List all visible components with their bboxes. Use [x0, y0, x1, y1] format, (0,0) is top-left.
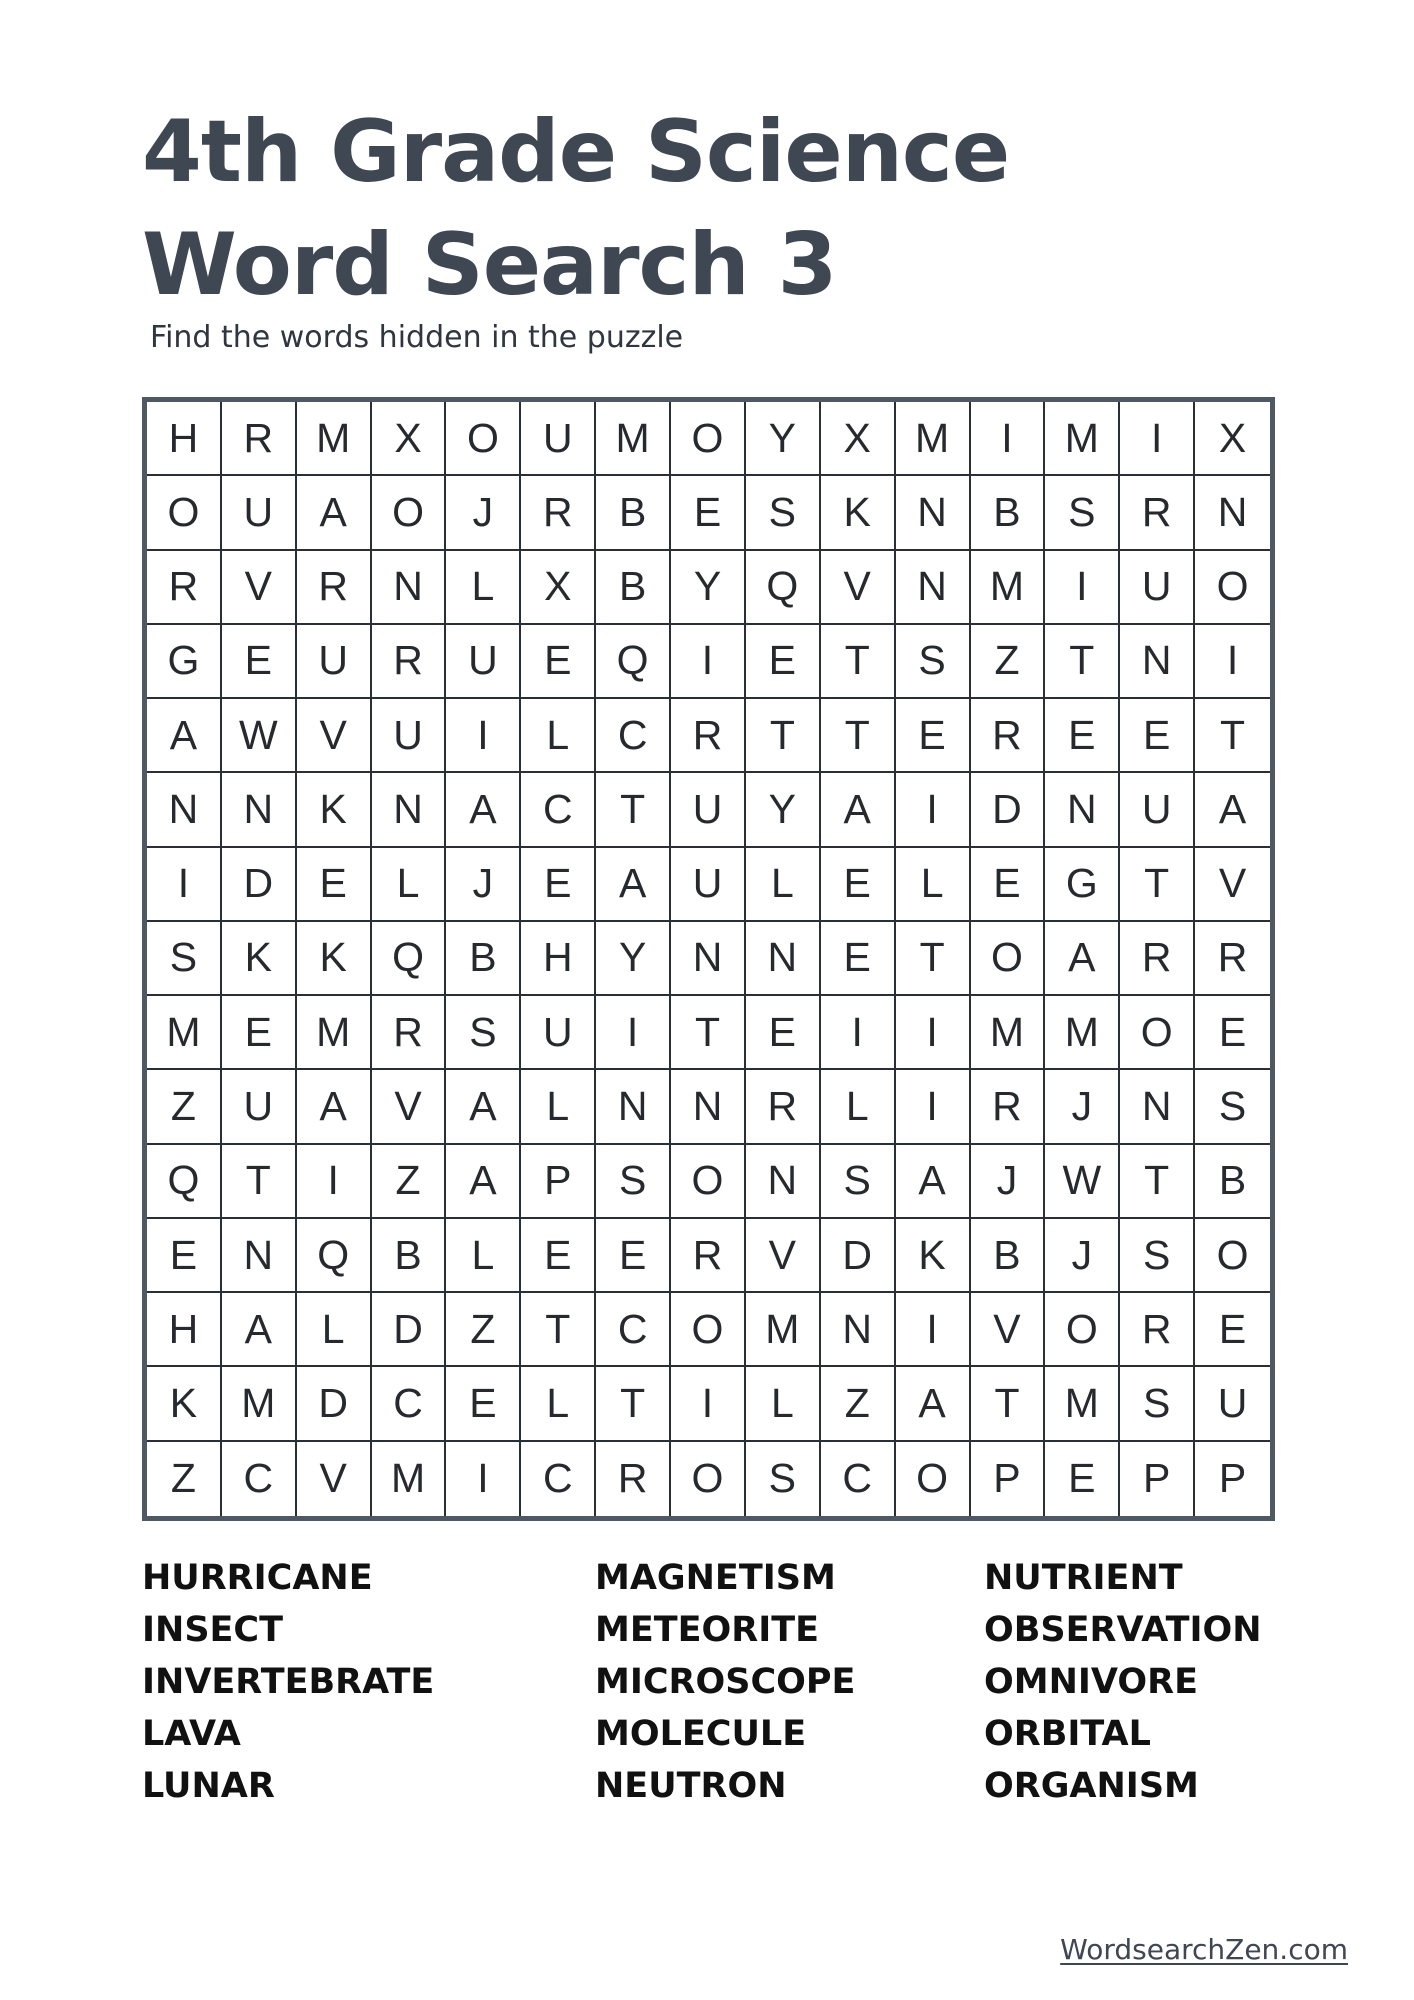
grid-cell[interactable]: L [521, 1070, 596, 1144]
grid-cell[interactable]: X [1195, 402, 1270, 476]
grid-cell[interactable]: O [671, 1293, 746, 1367]
grid-cell[interactable]: E [746, 996, 821, 1070]
grid-cell[interactable]: C [521, 1442, 596, 1516]
grid-cell[interactable]: R [746, 1070, 821, 1144]
grid-cell[interactable]: S [746, 476, 821, 550]
grid-cell[interactable]: V [297, 699, 372, 773]
grid-cell[interactable]: M [971, 551, 1046, 625]
grid-cell[interactable]: I [971, 402, 1046, 476]
grid-cell[interactable]: G [147, 625, 222, 699]
grid-cell[interactable]: N [147, 773, 222, 847]
grid-cell[interactable]: A [1045, 922, 1120, 996]
grid-cell[interactable]: Z [147, 1442, 222, 1516]
grid-cell[interactable]: Y [746, 402, 821, 476]
word-list-item: LUNAR [142, 1766, 275, 1806]
grid-cell[interactable]: R [297, 551, 372, 625]
grid-cell[interactable]: D [821, 1219, 896, 1293]
grid-cell[interactable]: Q [147, 1145, 222, 1219]
grid-cell[interactable]: M [746, 1293, 821, 1367]
word-list-item: INVERTEBRATE [142, 1662, 435, 1702]
grid-cell[interactable]: N [896, 551, 971, 625]
grid-cell[interactable]: O [671, 402, 746, 476]
grid-cell[interactable]: G [1045, 848, 1120, 922]
grid-cell[interactable]: K [222, 922, 297, 996]
grid-cell[interactable]: U [446, 625, 521, 699]
grid-cell[interactable]: C [596, 1293, 671, 1367]
grid-cell[interactable]: L [521, 699, 596, 773]
title-line-2: Word Search 3 [142, 215, 837, 315]
word-list-item: METEORITE [595, 1610, 820, 1650]
grid-cell[interactable]: E [1045, 1442, 1120, 1516]
grid-cell[interactable]: E [821, 922, 896, 996]
grid-cell[interactable]: H [521, 922, 596, 996]
grid-cell[interactable]: N [671, 922, 746, 996]
grid-cell[interactable]: P [971, 1442, 1046, 1516]
grid-cell[interactable]: A [1195, 773, 1270, 847]
grid-cell[interactable]: A [896, 1145, 971, 1219]
grid-cell[interactable]: M [222, 1367, 297, 1441]
grid-cell[interactable]: Z [971, 625, 1046, 699]
grid-cell[interactable]: J [1045, 1219, 1120, 1293]
grid-cell[interactable]: B [971, 476, 1046, 550]
grid-cell[interactable]: T [896, 922, 971, 996]
grid-cell[interactable]: E [222, 996, 297, 1070]
grid-cell[interactable]: T [1195, 699, 1270, 773]
grid-cell[interactable]: N [1120, 625, 1195, 699]
grid-cell[interactable]: J [971, 1145, 1046, 1219]
grid-cell[interactable]: I [1045, 551, 1120, 625]
grid-cell[interactable]: E [746, 625, 821, 699]
grid-cell[interactable]: A [222, 1293, 297, 1367]
grid-cell[interactable]: T [596, 1367, 671, 1441]
grid-cell[interactable]: D [222, 848, 297, 922]
title-line-1: 4th Grade Science [142, 102, 1010, 202]
grid-cell[interactable]: U [671, 773, 746, 847]
grid-cell[interactable]: N [671, 1070, 746, 1144]
word-list-item: LAVA [142, 1714, 241, 1754]
word-list-item: OBSERVATION [984, 1610, 1262, 1650]
grid-cell[interactable]: U [222, 476, 297, 550]
grid-cell[interactable]: U [372, 699, 447, 773]
puzzle-grid-frame [142, 397, 1275, 1521]
grid-cell[interactable]: R [372, 996, 447, 1070]
grid-cell[interactable]: N [372, 551, 447, 625]
grid-cell[interactable]: N [821, 1293, 896, 1367]
grid-cell[interactable]: L [372, 848, 447, 922]
grid-cell[interactable]: Z [821, 1367, 896, 1441]
word-list-item: MOLECULE [595, 1714, 807, 1754]
grid-cell[interactable]: O [1120, 996, 1195, 1070]
grid-cell[interactable]: I [1195, 625, 1270, 699]
instructions: Find the words hidden in the puzzle [150, 320, 684, 355]
grid-cell[interactable]: E [147, 1219, 222, 1293]
grid-cell[interactable]: M [147, 996, 222, 1070]
grid-cell[interactable]: E [222, 625, 297, 699]
grid-cell[interactable]: Z [372, 1145, 447, 1219]
grid-cell[interactable]: A [297, 1070, 372, 1144]
grid-cell[interactable]: H [147, 1293, 222, 1367]
word-list-item: OMNIVORE [984, 1662, 1198, 1702]
grid-cell[interactable]: E [521, 848, 596, 922]
grid-cell[interactable]: L [896, 848, 971, 922]
grid-cell[interactable]: J [446, 476, 521, 550]
grid-cell[interactable]: T [521, 1293, 596, 1367]
grid-cell[interactable]: S [746, 1442, 821, 1516]
grid-cell[interactable]: O [372, 476, 447, 550]
grid-cell[interactable]: A [446, 773, 521, 847]
grid-cell[interactable]: H [147, 402, 222, 476]
grid-cell[interactable]: A [446, 1145, 521, 1219]
grid-cell[interactable]: D [372, 1293, 447, 1367]
footer-site-link[interactable]: WordsearchZen.com [1060, 1933, 1348, 1966]
grid-cell[interactable]: U [297, 625, 372, 699]
word-list-item: MICROSCOPE [595, 1662, 856, 1702]
grid-cell[interactable]: S [1045, 476, 1120, 550]
grid-cell[interactable]: E [971, 848, 1046, 922]
grid-cell[interactable]: T [1120, 848, 1195, 922]
grid-cell[interactable]: I [896, 996, 971, 1070]
grid-cell[interactable]: E [446, 1367, 521, 1441]
grid-cell[interactable]: N [746, 1145, 821, 1219]
grid-cell[interactable]: O [1045, 1293, 1120, 1367]
grid-cell[interactable]: I [896, 773, 971, 847]
grid-cell[interactable]: K [821, 476, 896, 550]
grid-cell[interactable]: P [1120, 1442, 1195, 1516]
grid-cell[interactable]: E [1195, 996, 1270, 1070]
grid-cell[interactable]: W [222, 699, 297, 773]
grid-cell[interactable]: O [896, 1442, 971, 1516]
grid-cell[interactable]: K [147, 1367, 222, 1441]
grid-cell[interactable]: X [372, 402, 447, 476]
grid-cell[interactable]: N [596, 1070, 671, 1144]
word-list-item: INSECT [142, 1610, 283, 1650]
grid-cell[interactable]: Z [147, 1070, 222, 1144]
grid-cell[interactable]: L [746, 1367, 821, 1441]
grid-cell[interactable]: U [521, 996, 596, 1070]
word-list-item: MAGNETISM [595, 1558, 836, 1598]
grid-cell[interactable]: B [596, 551, 671, 625]
grid-cell[interactable]: M [372, 1442, 447, 1516]
grid-cell[interactable]: U [1120, 773, 1195, 847]
grid-cell[interactable]: U [671, 848, 746, 922]
grid-cell[interactable]: N [1045, 773, 1120, 847]
grid-cell[interactable]: L [746, 848, 821, 922]
grid-cell[interactable]: T [596, 773, 671, 847]
grid-cell[interactable]: E [596, 1219, 671, 1293]
grid-cell[interactable]: R [971, 1070, 1046, 1144]
grid-cell[interactable]: M [1045, 402, 1120, 476]
grid-cell[interactable]: L [297, 1293, 372, 1367]
grid-cell[interactable]: T [746, 699, 821, 773]
grid-cell[interactable]: I [671, 625, 746, 699]
grid-cell[interactable]: M [596, 402, 671, 476]
grid-cell[interactable]: R [1120, 476, 1195, 550]
grid-cell[interactable]: P [521, 1145, 596, 1219]
grid-cell[interactable]: M [297, 996, 372, 1070]
grid-cell[interactable]: U [1195, 1367, 1270, 1441]
grid-cell[interactable]: J [446, 848, 521, 922]
grid-cell[interactable]: M [1045, 1367, 1120, 1441]
grid-cell[interactable]: M [896, 402, 971, 476]
grid-cell[interactable]: X [821, 402, 896, 476]
grid-cell[interactable]: A [297, 476, 372, 550]
grid-cell[interactable]: X [521, 551, 596, 625]
grid-cell[interactable]: E [896, 699, 971, 773]
grid-cell[interactable]: O [1195, 1219, 1270, 1293]
grid-cell[interactable]: E [521, 1219, 596, 1293]
grid-cell[interactable]: E [521, 625, 596, 699]
grid-cell[interactable]: S [446, 996, 521, 1070]
grid-cell[interactable]: K [297, 773, 372, 847]
grid-cell[interactable]: L [446, 1219, 521, 1293]
page-title [142, 96, 1009, 322]
grid-cell[interactable]: B [971, 1219, 1046, 1293]
grid-cell[interactable]: I [446, 1442, 521, 1516]
grid-cell[interactable]: A [896, 1367, 971, 1441]
grid-cell[interactable]: C [821, 1442, 896, 1516]
grid-cell[interactable]: R [222, 402, 297, 476]
grid-cell[interactable]: I [671, 1367, 746, 1441]
grid-cell[interactable]: E [1195, 1293, 1270, 1367]
grid-cell[interactable]: Q [746, 551, 821, 625]
grid-cell[interactable]: S [147, 922, 222, 996]
grid-cell[interactable]: A [821, 773, 896, 847]
grid-cell[interactable]: T [821, 625, 896, 699]
grid-cell[interactable]: O [671, 1145, 746, 1219]
grid-cell[interactable]: R [1195, 922, 1270, 996]
grid-cell[interactable]: N [896, 476, 971, 550]
grid-cell[interactable]: J [1045, 1070, 1120, 1144]
grid-cell[interactable]: S [821, 1145, 896, 1219]
grid-cell[interactable]: U [521, 402, 596, 476]
letter-grid [147, 402, 1270, 1516]
grid-cell[interactable]: Y [746, 773, 821, 847]
grid-cell[interactable]: L [446, 551, 521, 625]
grid-cell[interactable]: T [971, 1367, 1046, 1441]
grid-cell[interactable]: T [821, 699, 896, 773]
grid-cell[interactable]: K [297, 922, 372, 996]
grid-cell[interactable]: I [896, 1293, 971, 1367]
grid-cell[interactable]: C [372, 1367, 447, 1441]
grid-cell[interactable]: V [746, 1219, 821, 1293]
grid-cell[interactable]: C [596, 699, 671, 773]
grid-cell[interactable]: O [446, 402, 521, 476]
grid-cell[interactable]: E [821, 848, 896, 922]
grid-cell[interactable]: Y [596, 922, 671, 996]
grid-cell[interactable]: T [1120, 1145, 1195, 1219]
word-list-item: ORBITAL [984, 1714, 1151, 1754]
grid-cell[interactable]: R [372, 625, 447, 699]
grid-cell[interactable]: A [147, 699, 222, 773]
grid-cell[interactable]: V [821, 551, 896, 625]
grid-cell[interactable]: N [1120, 1070, 1195, 1144]
grid-cell[interactable]: A [596, 848, 671, 922]
grid-cell[interactable]: I [147, 848, 222, 922]
grid-cell[interactable]: V [297, 1442, 372, 1516]
grid-cell[interactable]: R [521, 476, 596, 550]
grid-cell[interactable]: T [222, 1145, 297, 1219]
grid-cell[interactable]: Y [671, 551, 746, 625]
grid-cell[interactable]: E [297, 848, 372, 922]
grid-cell[interactable]: N [222, 1219, 297, 1293]
word-list-item: HURRICANE [142, 1558, 373, 1598]
grid-cell[interactable]: R [596, 1442, 671, 1516]
grid-cell[interactable]: R [1120, 1293, 1195, 1367]
grid-cell[interactable]: V [222, 551, 297, 625]
grid-cell[interactable]: B [446, 922, 521, 996]
grid-cell[interactable]: C [521, 773, 596, 847]
grid-cell[interactable]: V [971, 1293, 1046, 1367]
grid-cell[interactable]: I [1120, 402, 1195, 476]
grid-cell[interactable]: M [971, 996, 1046, 1070]
grid-cell[interactable]: D [971, 773, 1046, 847]
grid-cell[interactable]: S [896, 625, 971, 699]
grid-cell[interactable]: N [1195, 476, 1270, 550]
grid-cell[interactable]: U [222, 1070, 297, 1144]
grid-cell[interactable]: S [1120, 1367, 1195, 1441]
grid-cell[interactable]: W [1045, 1145, 1120, 1219]
grid-cell[interactable]: M [297, 402, 372, 476]
grid-cell[interactable]: N [222, 773, 297, 847]
grid-cell[interactable]: Q [596, 625, 671, 699]
grid-cell[interactable]: Q [297, 1219, 372, 1293]
grid-cell[interactable]: I [297, 1145, 372, 1219]
grid-cell[interactable]: U [1120, 551, 1195, 625]
grid-cell[interactable]: K [896, 1219, 971, 1293]
grid-cell[interactable]: V [1195, 848, 1270, 922]
grid-cell[interactable]: B [596, 476, 671, 550]
grid-cell[interactable]: M [1045, 996, 1120, 1070]
grid-cell[interactable]: P [1218, 1455, 1247, 1502]
grid-cell[interactable]: I [446, 699, 521, 773]
grid-cell[interactable]: R [671, 1219, 746, 1293]
grid-cell[interactable]: A [446, 1070, 521, 1144]
grid-cell[interactable]: D [297, 1367, 372, 1441]
grid-cell[interactable]: L [821, 1070, 896, 1144]
grid-cell[interactable]: N [372, 773, 447, 847]
grid-cell[interactable]: R [147, 551, 222, 625]
grid-cell[interactable]: I [596, 996, 671, 1070]
word-list [0, 1552, 1414, 1822]
grid-cell[interactable]: T [1045, 625, 1120, 699]
grid-cell[interactable]: Q [372, 922, 447, 996]
grid-cell[interactable]: V [372, 1070, 447, 1144]
grid-cell[interactable]: O [671, 1442, 746, 1516]
grid-cell[interactable]: N [746, 922, 821, 996]
grid-cell[interactable]: S [596, 1145, 671, 1219]
grid-cell[interactable]: E [1120, 699, 1195, 773]
grid-cell[interactable]: L [521, 1367, 596, 1441]
grid-cell[interactable]: C [222, 1442, 297, 1516]
grid-cell[interactable]: O [147, 476, 222, 550]
grid-cell[interactable]: B [372, 1219, 447, 1293]
word-list-column-1 [142, 1552, 434, 1812]
grid-cell[interactable]: B [1195, 1145, 1270, 1219]
grid-cell[interactable]: O [971, 922, 1046, 996]
grid-cell[interactable]: Z [446, 1293, 521, 1367]
grid-cell[interactable]: S [1120, 1219, 1195, 1293]
grid-cell[interactable]: T [671, 996, 746, 1070]
grid-cell[interactable]: R [671, 699, 746, 773]
word-list-column-3 [984, 1552, 1262, 1812]
word-list-item: NUTRIENT [984, 1558, 1183, 1598]
word-list-item: ORGANISM [984, 1766, 1199, 1806]
word-list-item: NEUTRON [595, 1766, 787, 1806]
grid-cell[interactable]: I [896, 1070, 971, 1144]
grid-cell[interactable]: I [821, 996, 896, 1070]
grid-cell[interactable]: S [1195, 1070, 1270, 1144]
grid-cell[interactable]: R [1120, 922, 1195, 996]
grid-cell[interactable]: R [971, 699, 1046, 773]
grid-cell[interactable]: E [1045, 699, 1120, 773]
word-list-column-2 [595, 1552, 855, 1812]
grid-cell[interactable]: E [671, 476, 746, 550]
grid-cell[interactable]: O [1195, 551, 1270, 625]
